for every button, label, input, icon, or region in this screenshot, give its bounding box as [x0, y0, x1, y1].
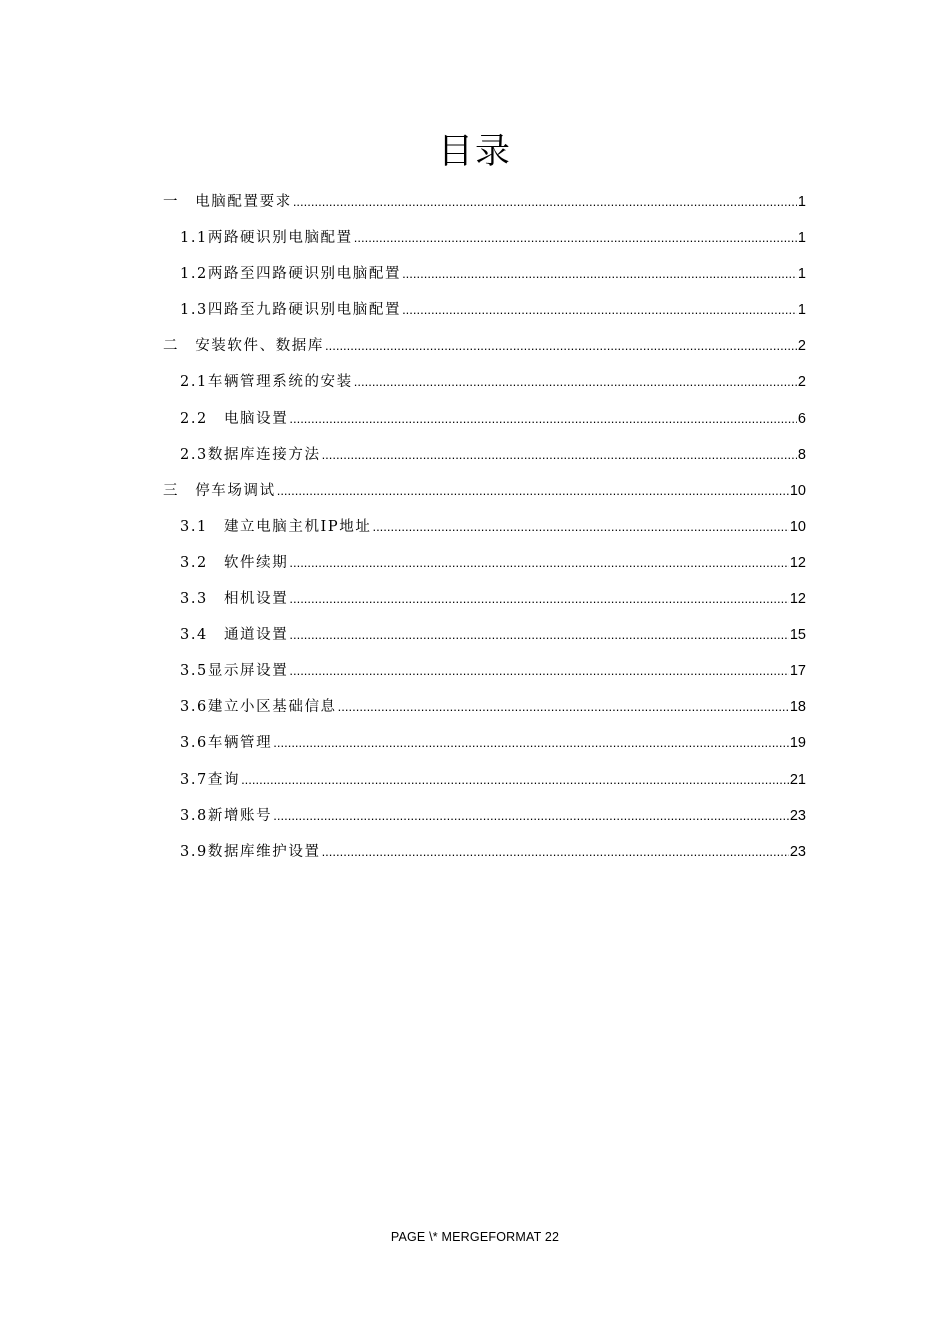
toc-entry[interactable] — [163, 370, 806, 406]
toc-leader — [372, 519, 788, 534]
toc-page-number: 12 — [789, 554, 806, 571]
toc-title: 目录 — [437, 132, 512, 172]
toc-entry[interactable] — [163, 731, 806, 767]
toc-leader — [289, 591, 789, 606]
toc-entry-label: 1.2两路至四路硬识别电脑配置 — [180, 266, 402, 283]
toc-entry-label: 2.2 电脑设置 — [180, 410, 289, 427]
toc-leader — [402, 266, 797, 281]
toc-entry-label: 二 安装软件、数据库 — [163, 338, 324, 355]
toc-entry[interactable] — [163, 768, 806, 804]
toc-leader — [354, 230, 797, 245]
toc-entry-label: 一 电脑配置要求 — [163, 194, 292, 210]
toc-leader — [338, 699, 789, 714]
toc-page-number: 18 — [789, 699, 806, 716]
toc-page-number: 2 — [797, 338, 806, 355]
toc-entry-label: 3.7查询 — [180, 771, 241, 788]
toc-page-number: 1 — [797, 194, 806, 210]
toc-entry-label: 3.4 通道设置 — [180, 627, 289, 644]
toc-entry-label: 三 停车场调试 — [163, 482, 276, 499]
toc-page-number: 15 — [789, 627, 806, 644]
toc-entry[interactable] — [163, 262, 806, 298]
toc-entry[interactable] — [163, 840, 806, 876]
toc-leader — [354, 374, 797, 389]
toc-page-number: 10 — [789, 518, 806, 535]
toc-leader — [293, 194, 797, 209]
toc-leader — [289, 627, 789, 642]
toc-entry-label: 2.1车辆管理系统的安装 — [180, 374, 353, 391]
toc-page-number: 21 — [789, 771, 806, 788]
toc-leader — [402, 302, 797, 317]
toc-entry-label: 3.2 软件续期 — [180, 554, 289, 571]
toc-page-number: 1 — [797, 230, 806, 247]
toc-page-number: 23 — [789, 807, 806, 824]
toc-entry[interactable] — [163, 190, 806, 226]
toc-page-number: 19 — [789, 735, 806, 752]
toc-entry[interactable] — [163, 804, 806, 840]
toc-leader — [289, 411, 797, 426]
toc-page-number: 1 — [797, 302, 806, 319]
toc-leader — [273, 735, 789, 750]
toc-entry-label: 1.3四路至九路硬识别电脑配置 — [180, 302, 402, 319]
table-of-contents — [163, 190, 806, 876]
toc-entry-label: 3.3 相机设置 — [180, 591, 289, 608]
toc-leader — [289, 555, 789, 570]
toc-page-number: 10 — [789, 482, 806, 499]
toc-entry[interactable] — [163, 443, 806, 479]
toc-entry-label: 2.3数据库连接方法 — [180, 446, 321, 463]
toc-entry[interactable] — [163, 587, 806, 623]
toc-entry[interactable] — [163, 515, 806, 551]
toc-entry-label: 3.1 建立电脑主机IP地址 — [180, 518, 372, 535]
toc-page-number: 23 — [789, 843, 806, 860]
toc-leader — [322, 447, 797, 462]
toc-entry[interactable] — [163, 334, 806, 370]
toc-entry-label: 3.8新增账号 — [180, 807, 273, 824]
toc-entry-label: 3.5显示屏设置 — [180, 663, 289, 680]
toc-leader — [325, 338, 797, 353]
toc-entry[interactable] — [163, 695, 806, 731]
toc-page-number: 8 — [797, 446, 806, 463]
toc-leader — [241, 772, 789, 787]
toc-page-number: 12 — [789, 591, 806, 608]
toc-entry-label: 1.1两路硬识别电脑配置 — [180, 230, 353, 247]
toc-entry[interactable] — [163, 659, 806, 695]
toc-page-number: 2 — [797, 374, 806, 391]
toc-page-number: 6 — [797, 410, 806, 427]
toc-entry[interactable] — [163, 298, 806, 334]
page-footer: PAGE \* MERGEFORMAT 22 — [390, 1230, 560, 1244]
toc-entry[interactable] — [163, 407, 806, 443]
toc-entry[interactable] — [163, 623, 806, 659]
toc-leader — [289, 663, 789, 678]
toc-leader — [273, 808, 789, 823]
toc-entry[interactable] — [163, 551, 806, 587]
toc-page-number: 1 — [797, 266, 806, 283]
toc-page-number: 17 — [789, 663, 806, 680]
toc-entry[interactable] — [163, 479, 806, 515]
toc-entry-label: 3.6建立小区基础信息 — [180, 699, 337, 716]
toc-entry-label: 3.9数据库维护设置 — [180, 843, 321, 860]
toc-entry-label: 3.6车辆管理 — [180, 735, 273, 752]
toc-entry[interactable] — [163, 226, 806, 262]
toc-leader — [322, 844, 789, 859]
toc-leader — [277, 483, 789, 498]
